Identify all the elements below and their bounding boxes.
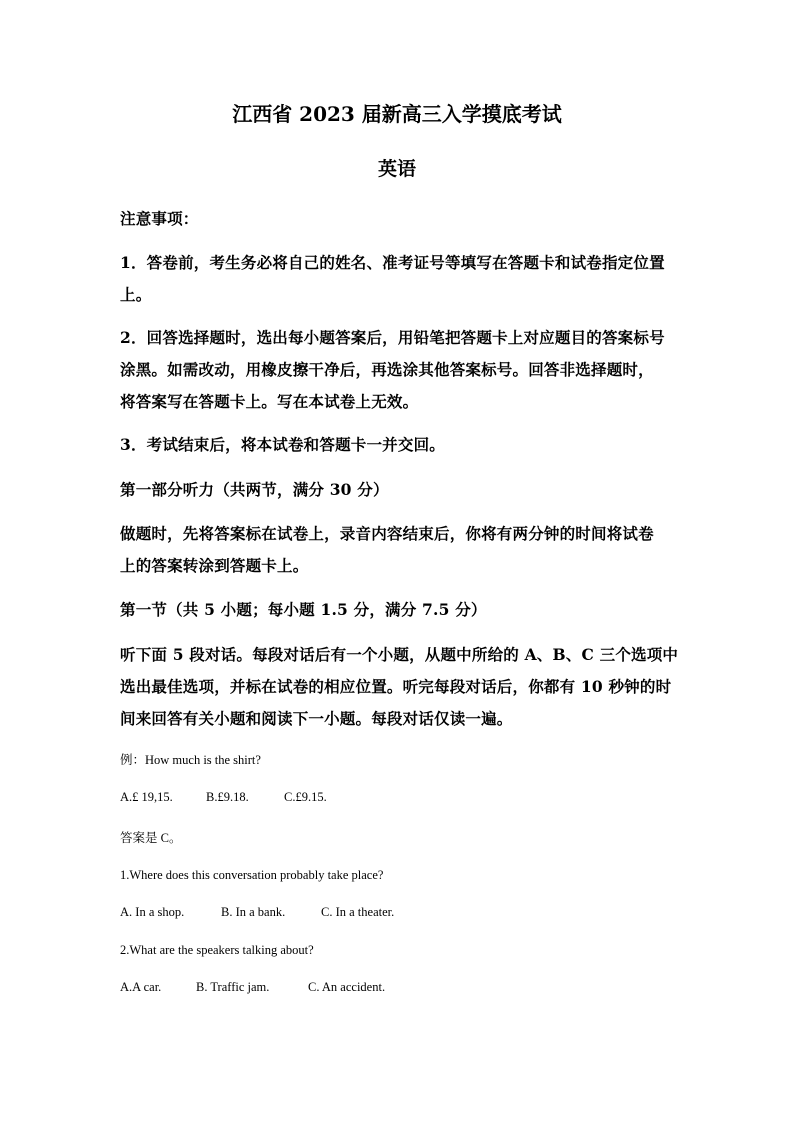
section1-instruction-line-3: 间来回答有关小题和阅读下一小题。每段对话仅读一遍。 <box>120 709 513 728</box>
subject-title: 英语 <box>377 158 416 180</box>
example-answer: 答案是 C。 <box>120 831 182 845</box>
question-1-option-b: B. In a bank. <box>221 905 286 919</box>
question-1-option-a: A. In a shop. <box>120 905 185 919</box>
question-1-options <box>120 905 394 920</box>
example-options <box>120 790 327 805</box>
example-option-c: C.£9.15. <box>284 790 327 804</box>
question-2-option-b: B. Traffic jam. <box>196 980 270 994</box>
question-2-option-c: C. An accident. <box>308 980 386 994</box>
example-option-b: B.£9.18. <box>206 790 249 804</box>
notice-item-1-line-1: 1．答卷前，考生务必将自己的姓名、准考证号等填写在答题卡和试卷指定位置 <box>120 253 665 272</box>
notice-item-3: 3．考试结束后，将本试卷和答题卡一并交回。 <box>120 435 445 454</box>
notice-item-1-line-2: 上。 <box>120 285 152 304</box>
part1-instruction-line-1: 做题时，先将答案标在试卷上，录音内容结束后，你将有两分钟的时间将试卷 <box>120 524 654 543</box>
part1-instruction-line-2: 上的答案转涂到答题卡上。 <box>120 556 309 575</box>
section1-heading: 第一节（共 5 小题；每小题 1.5 分，满分 7.5 分） <box>120 600 487 619</box>
part1-heading: 第一部分听力（共两节，满分 30 分） <box>120 480 389 499</box>
notice-item-2-line-3: 将答案写在答题卡上。写在本试卷上无效。 <box>120 392 419 411</box>
section1-instruction-line-1: 听下面 5 段对话。每段对话后有一个小题，从题中所给的 A、B、C 三个选项中 <box>120 645 679 664</box>
question-1-option-c: C. In a theater. <box>321 905 395 919</box>
notice-item-2-line-2: 涂黑。如需改动，用橡皮擦干净后，再选涂其他答案标号。回答非选择题时， <box>120 360 654 379</box>
section1-instruction-line-2: 选出最佳选项，并标在试卷的相应位置。听完每段对话后，你都有 10 秒钟的时 <box>120 677 672 696</box>
question-2-text: 2.What are the speakers talking about? <box>120 943 314 957</box>
notice-item-2-line-1: 2．回答选择题时，选出每小题答案后，用铅笔把答题卡上对应题目的答案标号 <box>120 328 665 347</box>
question-1-text: 1.Where does this conversation probably take place? <box>120 868 384 882</box>
question-2-options <box>120 980 385 995</box>
example-option-a: A.£ 19,15. <box>120 790 173 804</box>
notice-heading: 注意事项： <box>120 209 199 228</box>
exam-title: 江西省 2023 届新高三入学摸底考试 <box>232 102 562 126</box>
example-question: 例：How much is the shirt? <box>120 753 261 767</box>
question-2-option-a: A.A car. <box>120 980 162 994</box>
